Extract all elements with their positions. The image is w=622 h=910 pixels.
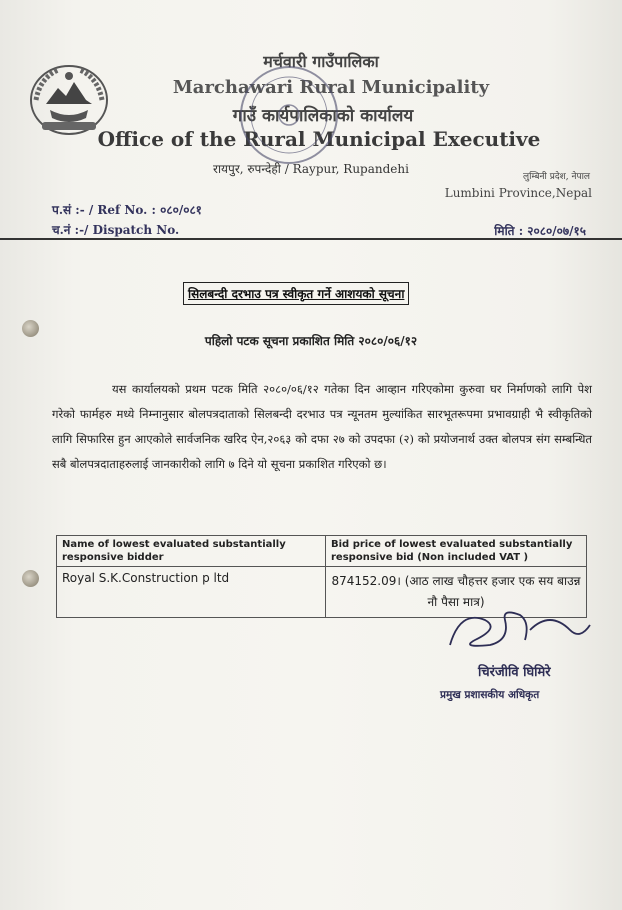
office-name-english: Office of the Rural Municipal Executive [97,127,541,151]
office-stamp-icon [232,60,347,170]
bidder-column-header: Name of lowest evaluated substantially responsive bidder [57,536,326,567]
signatory-name: चिरंजीवि घिमिरे [478,665,551,680]
municipality-name-english: Marchawari Rural Municipality [172,77,490,98]
notice-body-text: यस कार्यालयको प्रथम पटक मिति २०८०/०६/१२ गतेका दिन आव्हान गरिएकोमा कुरुवा घर निर्माणको लागि पेश गरेको फार्महरु मध्ये निम्नानुसार बोलपत्रदाताको सिलबन्दी दरभाउ पत्र न्यूनतम मुल्यांकित सारभूतरूपमा प्रभावग्राही भै स्वीकृतिको लागि सिफारिस हुन आएकोले सार्वजनिक खरिद ऐन,२०६३ को दफा २७ को उपदफा (२) को प्रयोजनार्थ उक्त बोलपत्र संग सम्बन्धित सबै बोलपत्रदाताहरुलाई जानकारीको लागि ७ दिने यो सूचना प्रकाशित गरिएको छ। [52,382,592,471]
bidder-name-cell: Royal S.K.Construction p ltd [57,567,326,618]
municipality-name-nepali: मर्चवारी गाउँपालिका [263,52,379,71]
punch-hole [22,320,39,337]
punch-hole [22,570,39,587]
table-header-row [57,536,587,567]
signatory-title: प्रमुख प्रशासकीय अधिकृत [440,689,540,701]
office-name-nepali: गाउँ कार्यपालिकाको कार्यालय [232,106,414,126]
notice-title: सिलबन्दी दरभाउ पत्र स्वीकृत गर्ने आशयको सूचना [183,282,409,305]
province-nepali: लुम्बिनी प्रदेश, नेपाल [523,172,590,182]
letter-date: मिति : २०८०/०७/१५ [494,224,586,238]
signature-icon [430,600,600,670]
notice-body [52,377,592,477]
dispatch-number: च.नं :-/ Dispatch No. [52,223,180,237]
province-english: Lumbini Province,Nepal [444,186,592,200]
first-publication-date: पहिलो पटक सूचना प्रकाशित मिति २०८०/०६/१२ [204,334,418,348]
reference-number: प.सं :- / Ref No. : ०८०/०८१ [52,203,202,217]
price-column-header: Bid price of lowest evaluated substantially responsive bid (Non included VAT ) [326,536,587,567]
bid-price-cell: 874152.09। (आठ लाख चौहत्तर हजार एक सय बाउन्न नौ पैसा मात्र) [326,567,587,618]
header-divider [0,238,622,240]
office-address: रायपुर, रुपन्देही / Raypur, Rupandehi [213,162,409,176]
